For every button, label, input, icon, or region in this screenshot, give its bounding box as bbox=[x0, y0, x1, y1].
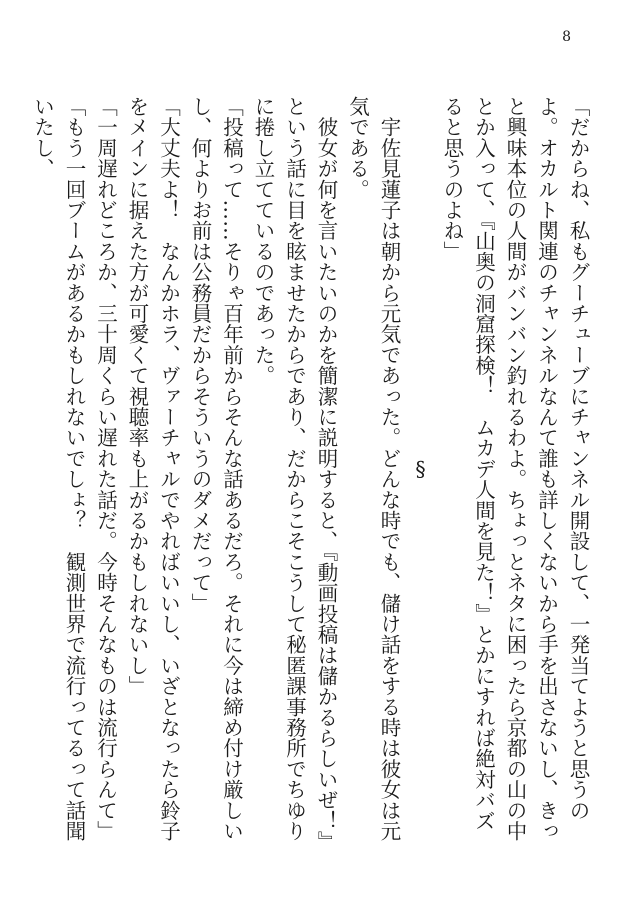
paragraph-4: 「投稿って……そりゃ百年前からそんな話あるだろ。それに今は締め付け厳しいし、何よりお前は公務員だからそういうのダメだって」 bbox=[188, 96, 244, 842]
paragraph-3: 彼女が何を言いたいのかを簡潔に説明すると、『動画投稿は儲かるらしいぜ！』という話に目を眩ませたからであり、だからこそこうして秘匿課事務所でちゆりに捲し立てているのであった。 bbox=[251, 96, 338, 842]
paragraph-7: 「もう一回ブームがあるかもしれないでしょ？ 観測世界で流行ってるって話聞いたし、 bbox=[30, 96, 86, 842]
paragraph-1: 「だからね、私もグーチューブにチャンネル開設して、一発当てようと思うのよ。オカルト関連のチャンネルなんて誰も詳しくないから手を出さないし、きっと興味本位の人間がバンバン釣れるわよ。ちょっとネタに困ったら京都の山の中とか入って、『山奥の洞窟探検！ ムカデ人間を見た！』とかにすれば絶対バズると思うのよね」 bbox=[440, 96, 590, 842]
paragraph-5: 「大丈夫よ！ なんかホラ、ヴァーチャルでやればいいし、いざとなったら鈴子をメインに据えた方が可愛くて視聴率も上がるかもしれないし」 bbox=[125, 96, 181, 842]
vertical-text-body bbox=[30, 96, 593, 842]
section-mark: § bbox=[408, 456, 433, 482]
page-number: 8 bbox=[562, 29, 571, 45]
paragraph-2: 宇佐見蓮子は朝から元気であった。どんな時でも、儲け話をする時は彼女は元気である。 bbox=[345, 96, 401, 842]
paragraph-6: 「一周遅れどころか、三十周くらい遅れた話だ。今時そんなものは流行らんて」 bbox=[93, 96, 118, 842]
